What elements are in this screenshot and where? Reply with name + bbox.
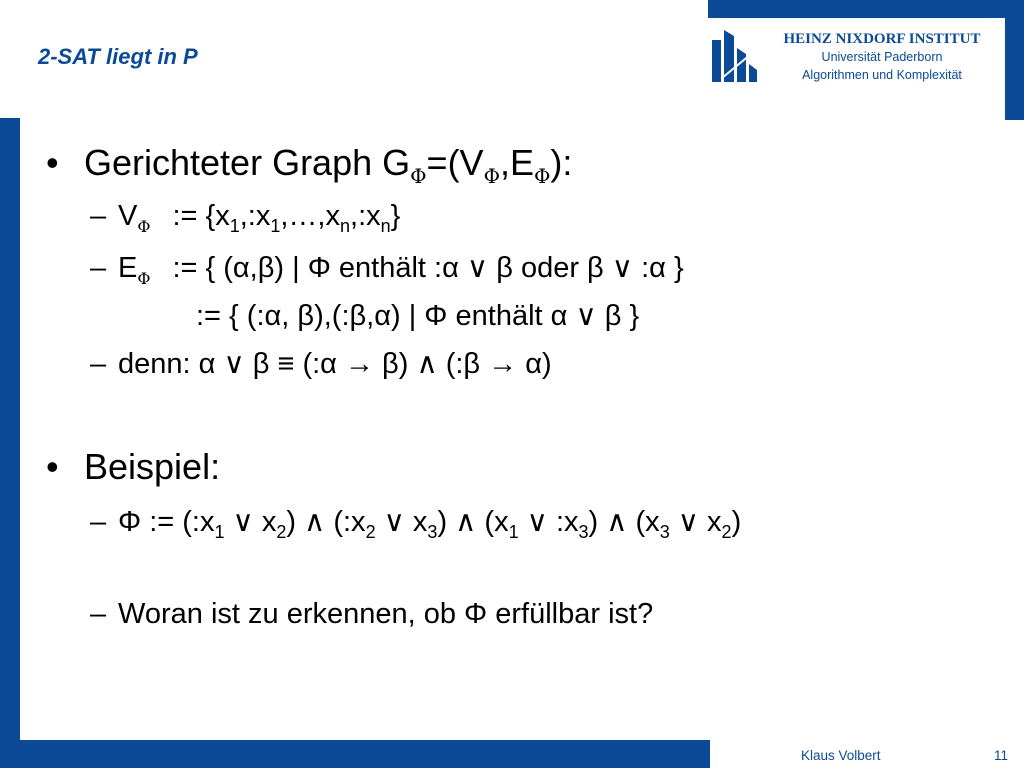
dash-marker: – (90, 200, 107, 232)
bullet-example: • Beispiel: (46, 446, 221, 487)
page-number: 11 (994, 748, 1009, 763)
institute-block (762, 30, 1002, 84)
university-name: Universität Paderborn (821, 50, 943, 64)
sub-item-formula: – Φ := ($:x_1$ ∨ $x_2$) ∧ ($:x_2$ ∨ $x_3$) ∧ ($x_1$ ∨ $:x_3$) ∧ ($x_3$ ∨ $x_2$) (90, 506, 742, 542)
footer-author: Klaus Volbert (801, 748, 881, 763)
top-right-bar (708, 0, 1024, 18)
bullet-graph: • Gerichteter Graph $G_\Phi=(V_\Phi,E_\Phi)$: (46, 142, 573, 189)
right-bar (1005, 0, 1024, 120)
institute-name: HEINZ NIXDORF INSTITUT (783, 31, 981, 47)
sub-item-vertices: – $V_\Phi$ := $\{x_1,:x_1,\dots,x_n,:x_n\}$ (90, 200, 401, 236)
sub-item-edges: – $E_\Phi$ := { (α,β) | Φ enthält :α ∨ β oder β ∨ :α } (90, 252, 684, 288)
left-bar (0, 118, 20, 748)
dash-marker: – (90, 506, 107, 538)
sub-item-edges-equivalent: := { (:α, β),(:β,α) | Φ enthält α ∨ β } (196, 300, 640, 332)
bullet-marker: • (46, 142, 59, 183)
sub-item-reason: – denn: α ∨ β ≡ (:α → β) ∧ (:β → α) (90, 348, 552, 380)
institute-logo-icon (712, 30, 758, 86)
sub-item-question: – Woran ist zu erkennen, ob Φ erfüllbar ist? (90, 598, 654, 630)
bullet-marker: • (46, 446, 59, 487)
dash-marker: – (90, 598, 107, 630)
group-name: Algorithmen und Komplexität (802, 68, 962, 82)
bottom-bar (0, 740, 710, 768)
dash-marker: – (90, 252, 107, 284)
slide-title: 2-SAT liegt in P (38, 44, 198, 69)
dash-marker: – (90, 348, 107, 380)
